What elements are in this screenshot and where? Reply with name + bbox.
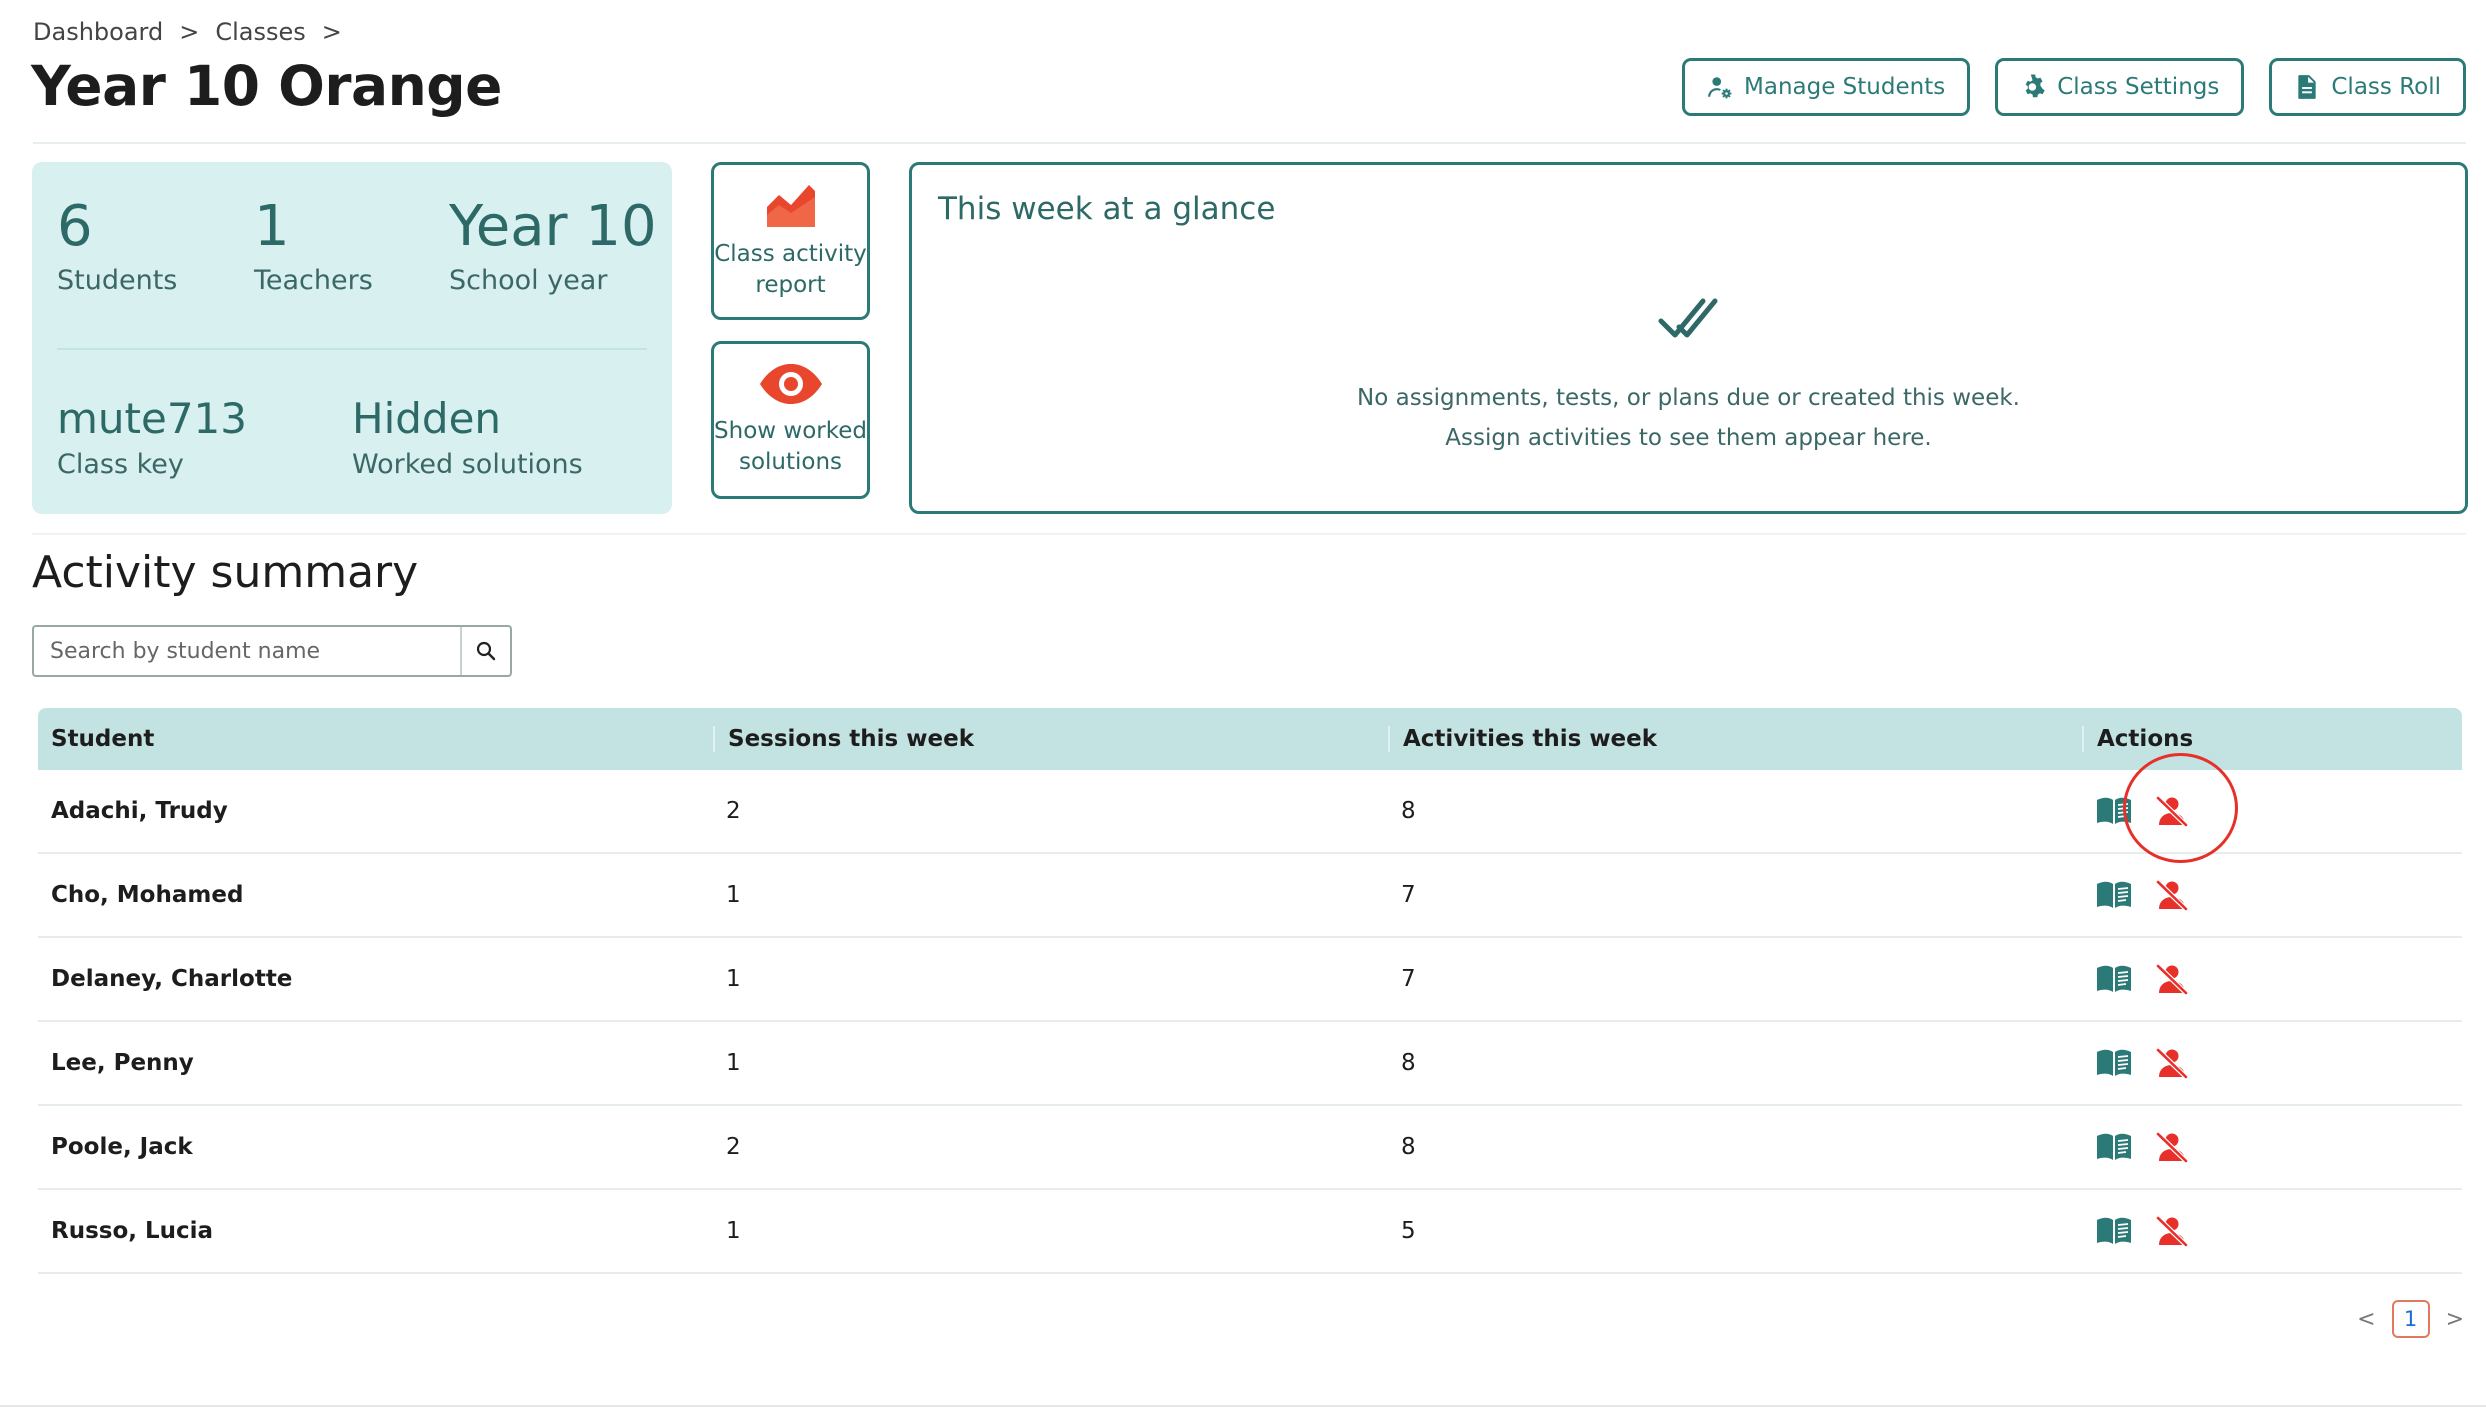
- gear-icon: [2020, 74, 2046, 100]
- worked-solutions-value: Hidden: [352, 394, 502, 443]
- activities-count: 7: [1401, 966, 1416, 992]
- worked-solutions-label: Worked solutions: [352, 449, 583, 480]
- user-slash-icon: [2155, 879, 2189, 911]
- breadcrumb-classes-link[interactable]: Classes: [215, 18, 306, 46]
- open-book-icon: [2095, 964, 2133, 994]
- view-workbook-button[interactable]: [2095, 963, 2133, 995]
- breadcrumb-separator: >: [321, 18, 342, 46]
- class-roll-button[interactable]: [2269, 58, 2466, 116]
- class-key-value: mute713: [57, 394, 248, 443]
- activities-count: 7: [1401, 882, 1416, 908]
- teachers-stat: [254, 194, 373, 296]
- remove-student-button[interactable]: [2153, 879, 2191, 911]
- row-actions: [2082, 1131, 2462, 1163]
- open-book-icon: [2095, 1216, 2133, 1246]
- worked-solutions-tile-label-1: Show worked: [714, 418, 867, 444]
- sessions-count: 2: [726, 1134, 741, 1160]
- manage-students-button[interactable]: [1682, 58, 1970, 116]
- open-book-icon: [2095, 880, 2133, 910]
- column-header-actions: Actions: [2082, 726, 2462, 752]
- worked-solutions-tile-label-2: solutions: [738, 449, 843, 475]
- chart-icon: [765, 181, 817, 229]
- manage-students-label: Manage Students: [1744, 74, 1946, 100]
- header-divider: [33, 142, 2466, 144]
- user-slash-icon: [2155, 1047, 2189, 1079]
- sessions-count: 1: [726, 1218, 741, 1244]
- school-year-label: School year: [449, 265, 608, 296]
- activity-report-label-1: Class activity: [714, 241, 867, 267]
- class-roll-label: Class Roll: [2331, 74, 2441, 100]
- worked-solutions-stat: [352, 394, 583, 480]
- glance-message-line-2: Assign activities to see them appear here.: [1445, 425, 1932, 451]
- view-workbook-button[interactable]: [2095, 1047, 2133, 1079]
- student-name[interactable]: Adachi, Trudy: [51, 798, 228, 824]
- class-settings-label: Class Settings: [2057, 74, 2220, 100]
- glance-message-line-1: No assignments, tests, or plans due or created this week.: [1357, 385, 2020, 411]
- sessions-count: 1: [726, 1050, 741, 1076]
- show-worked-solutions-button[interactable]: [711, 341, 870, 499]
- view-workbook-button[interactable]: [2095, 1215, 2133, 1247]
- table-row: [38, 1022, 2462, 1106]
- table-row: [38, 938, 2462, 1022]
- activities-count: 8: [1401, 1050, 1416, 1076]
- student-name[interactable]: Poole, Jack: [51, 1134, 193, 1160]
- stats-separator: [57, 348, 647, 350]
- view-workbook-button[interactable]: [2095, 879, 2133, 911]
- user-slash-icon: [2155, 1215, 2189, 1247]
- section-divider: [32, 533, 2466, 535]
- next-page-button[interactable]: >: [2445, 1306, 2464, 1332]
- student-search-input[interactable]: [34, 627, 460, 675]
- breadcrumb-separator: >: [179, 18, 200, 46]
- pagination: [2357, 1300, 2464, 1338]
- previous-page-button[interactable]: <: [2357, 1306, 2376, 1332]
- sessions-count: 2: [726, 798, 741, 824]
- class-stats-card: [32, 162, 672, 514]
- footer-divider: [0, 1405, 2486, 1407]
- eye-icon: [758, 362, 824, 406]
- table-row: [38, 1190, 2462, 1274]
- double-check-icon: [1657, 293, 1721, 343]
- open-book-icon: [2095, 1048, 2133, 1078]
- school-year-stat: [449, 194, 657, 296]
- table-row: [38, 854, 2462, 938]
- annotation-circle: [2123, 753, 2238, 863]
- activity-summary-table: [38, 708, 2462, 1274]
- table-row: [38, 1106, 2462, 1190]
- sessions-count: 1: [726, 882, 741, 908]
- activity-report-label-2: report: [755, 272, 826, 298]
- class-key-label: Class key: [57, 449, 184, 480]
- row-actions: [2082, 879, 2462, 911]
- search-button[interactable]: [460, 627, 510, 675]
- table-row: [38, 770, 2462, 854]
- glance-title: This week at a glance: [938, 191, 1276, 227]
- students-count: 6: [57, 194, 93, 259]
- search-icon: [476, 641, 496, 661]
- activities-count: 8: [1401, 798, 1416, 824]
- students-label: Students: [57, 265, 178, 296]
- table-header: [38, 708, 2462, 770]
- class-settings-button[interactable]: [1995, 58, 2244, 116]
- document-icon: [2294, 74, 2320, 100]
- user-slash-icon: [2155, 963, 2189, 995]
- student-name[interactable]: Lee, Penny: [51, 1050, 194, 1076]
- header-actions: [1682, 58, 2466, 116]
- week-at-a-glance-panel: [909, 162, 2468, 514]
- remove-student-button[interactable]: [2153, 1131, 2191, 1163]
- user-gear-icon: [1707, 74, 1733, 100]
- students-stat: [57, 194, 177, 296]
- column-header-student[interactable]: Student: [51, 726, 155, 752]
- student-name[interactable]: Cho, Mohamed: [51, 882, 244, 908]
- breadcrumb-dashboard-link[interactable]: Dashboard: [33, 18, 164, 46]
- column-header-activities[interactable]: Activities this week: [1388, 726, 2082, 752]
- activities-count: 5: [1401, 1218, 1416, 1244]
- remove-student-button[interactable]: [2153, 1215, 2191, 1247]
- school-year-value: Year 10: [449, 194, 657, 259]
- user-slash-icon: [2155, 1131, 2189, 1163]
- row-actions: [2082, 963, 2462, 995]
- class-activity-report-button[interactable]: [711, 162, 870, 320]
- student-search: [32, 625, 512, 677]
- column-header-sessions[interactable]: Sessions this week: [713, 726, 1388, 752]
- activity-summary-title: Activity summary: [32, 547, 419, 598]
- student-name[interactable]: Russo, Lucia: [51, 1218, 214, 1244]
- teachers-count: 1: [254, 194, 290, 259]
- student-name[interactable]: Delaney, Charlotte: [51, 966, 293, 992]
- row-actions: [2082, 1215, 2462, 1247]
- open-book-icon: [2095, 1132, 2133, 1162]
- glance-empty-message: [912, 378, 2465, 458]
- remove-student-button[interactable]: [2153, 1047, 2191, 1079]
- activities-count: 8: [1401, 1134, 1416, 1160]
- remove-student-button[interactable]: [2153, 963, 2191, 995]
- class-key-stat: [57, 394, 247, 480]
- teachers-label: Teachers: [254, 265, 373, 296]
- page-button-current[interactable]: 1: [2392, 1300, 2430, 1338]
- view-workbook-button[interactable]: [2095, 1131, 2133, 1163]
- table-body: [38, 770, 2462, 1274]
- page-title: Year 10 Orange: [31, 54, 502, 118]
- sessions-count: 1: [726, 966, 741, 992]
- row-actions: [2082, 1047, 2462, 1079]
- breadcrumb: [33, 18, 342, 46]
